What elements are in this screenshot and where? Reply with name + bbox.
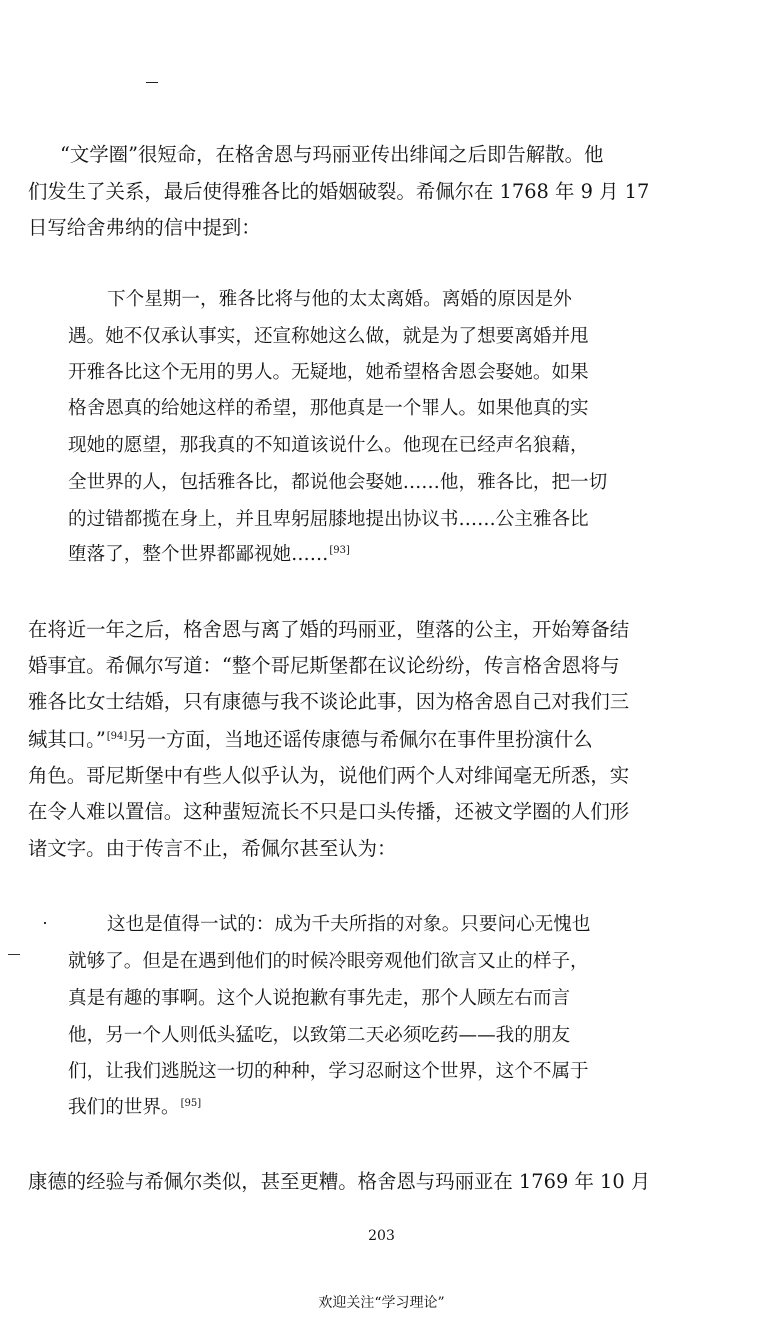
page-number: 203 (368, 1228, 395, 1244)
scan-speck (44, 922, 46, 924)
quote1-line (68, 546, 350, 565)
paragraph3-line: 康德的经验与希佩尔类似，甚至更糟。格舍恩与玛丽亚在 1769 年 10 月 (28, 1170, 651, 1193)
paragraph2-line: 婚事宜。希佩尔写道：“整个哥尼斯堡都在议论纷纷，传言格舍恩将与 (28, 654, 620, 677)
quote1-line: 的过错都揽在身上，并且卑躬屈膝地提出协议书……公主雅各比 (68, 509, 589, 530)
paragraph2-line: 在令人难以置信。这种蜚短流长不只是口头传播，还被文学圈的人们形 (28, 800, 630, 823)
paragraph2-line: 诸文字。由于传言不止，希佩尔甚至认为： (28, 837, 397, 860)
quote2-line: 们，让我们逃脱这一切的种种，学习忍耐这个世界，这个不属于 (68, 1061, 589, 1082)
paragraph2-line: 角色。哥尼斯堡中有些人似乎认为，说他们两个人对绯闻毫无所悉，实 (28, 764, 630, 787)
paragraph1-line: 们发生了关系，最后使得雅各比的婚姻破裂。希佩尔在 1768 年 9 月 17 (28, 180, 650, 203)
quote2-line: 他，另一个人则低头猛吃，以致第二天必须吃药——我的朋友 (68, 1025, 571, 1046)
paragraph2-line: 雅各比女士结婚，只有康德与我不谈论此事，因为格舍恩自己对我们三 (28, 690, 630, 713)
scan-speck (8, 954, 20, 955)
quote1-line: 下个星期一，雅各比将与他的太太离婚。离婚的原因是外 (107, 289, 572, 310)
quote1-line: 现她的愿望，那我真的不知道该说什么。他现在已经声名狼藉， (68, 435, 589, 456)
paragraph1-line: 日写给舍弗纳的信中提到： (28, 216, 261, 239)
quote2-line (68, 1099, 201, 1118)
paragraph2-line4-end: 另一方面，当地还谣传康德与希佩尔在事件里扮演什么 (127, 728, 593, 751)
quote2-line: 这也是值得一试的：成为千夫所指的对象。只要问心无愧也 (107, 914, 591, 935)
paragraph1-line: “文学圈”很短命，在格舍恩与玛丽亚传出绯闻之后即告解散。他 (60, 143, 604, 166)
quote1-line: 全世界的人，包括雅各比，都说他会娶她……他，雅各比，把一切 (68, 472, 608, 493)
footnote-ref-94: [94] (106, 730, 128, 742)
paragraph2-line: 在将近一年之后，格舍恩与离了婚的玛丽亚，堕落的公主，开始筹备结 (28, 618, 630, 641)
footer-watermark-text: 欢迎关注“学习理论” (318, 1295, 445, 1311)
quote2-line: 就够了。但是在遇到他们的时候冷眼旁观他们欲言又止的样子， (68, 951, 589, 972)
header-rule-mark (146, 82, 158, 83)
quote1-last-text: 堕落了，整个世界都鄙视她…… (68, 544, 329, 566)
paragraph2-line (28, 730, 593, 749)
quote1-line: 格舍恩真的给她这样的希望，那他真是一个罪人。如果他真的实 (68, 398, 589, 419)
quote1-line: 遇。她不仅承认事实，还宣称她这么做，就是为了想要离婚并甩 (68, 326, 589, 347)
footnote-ref-95: [95] (180, 1098, 202, 1109)
paragraph2-line4-start: 缄其口。” (28, 728, 106, 751)
quote2-line: 真是有趣的事啊。这个人说抱歉有事先走，那个人顾左右而言 (68, 988, 571, 1009)
quote1-line: 开雅各比这个无用的男人。无疑地，她希望格舍恩会娶她。如果 (68, 362, 589, 383)
quote2-last-text: 我们的世界。 (68, 1097, 180, 1119)
footnote-ref-93: [93] (329, 545, 350, 556)
